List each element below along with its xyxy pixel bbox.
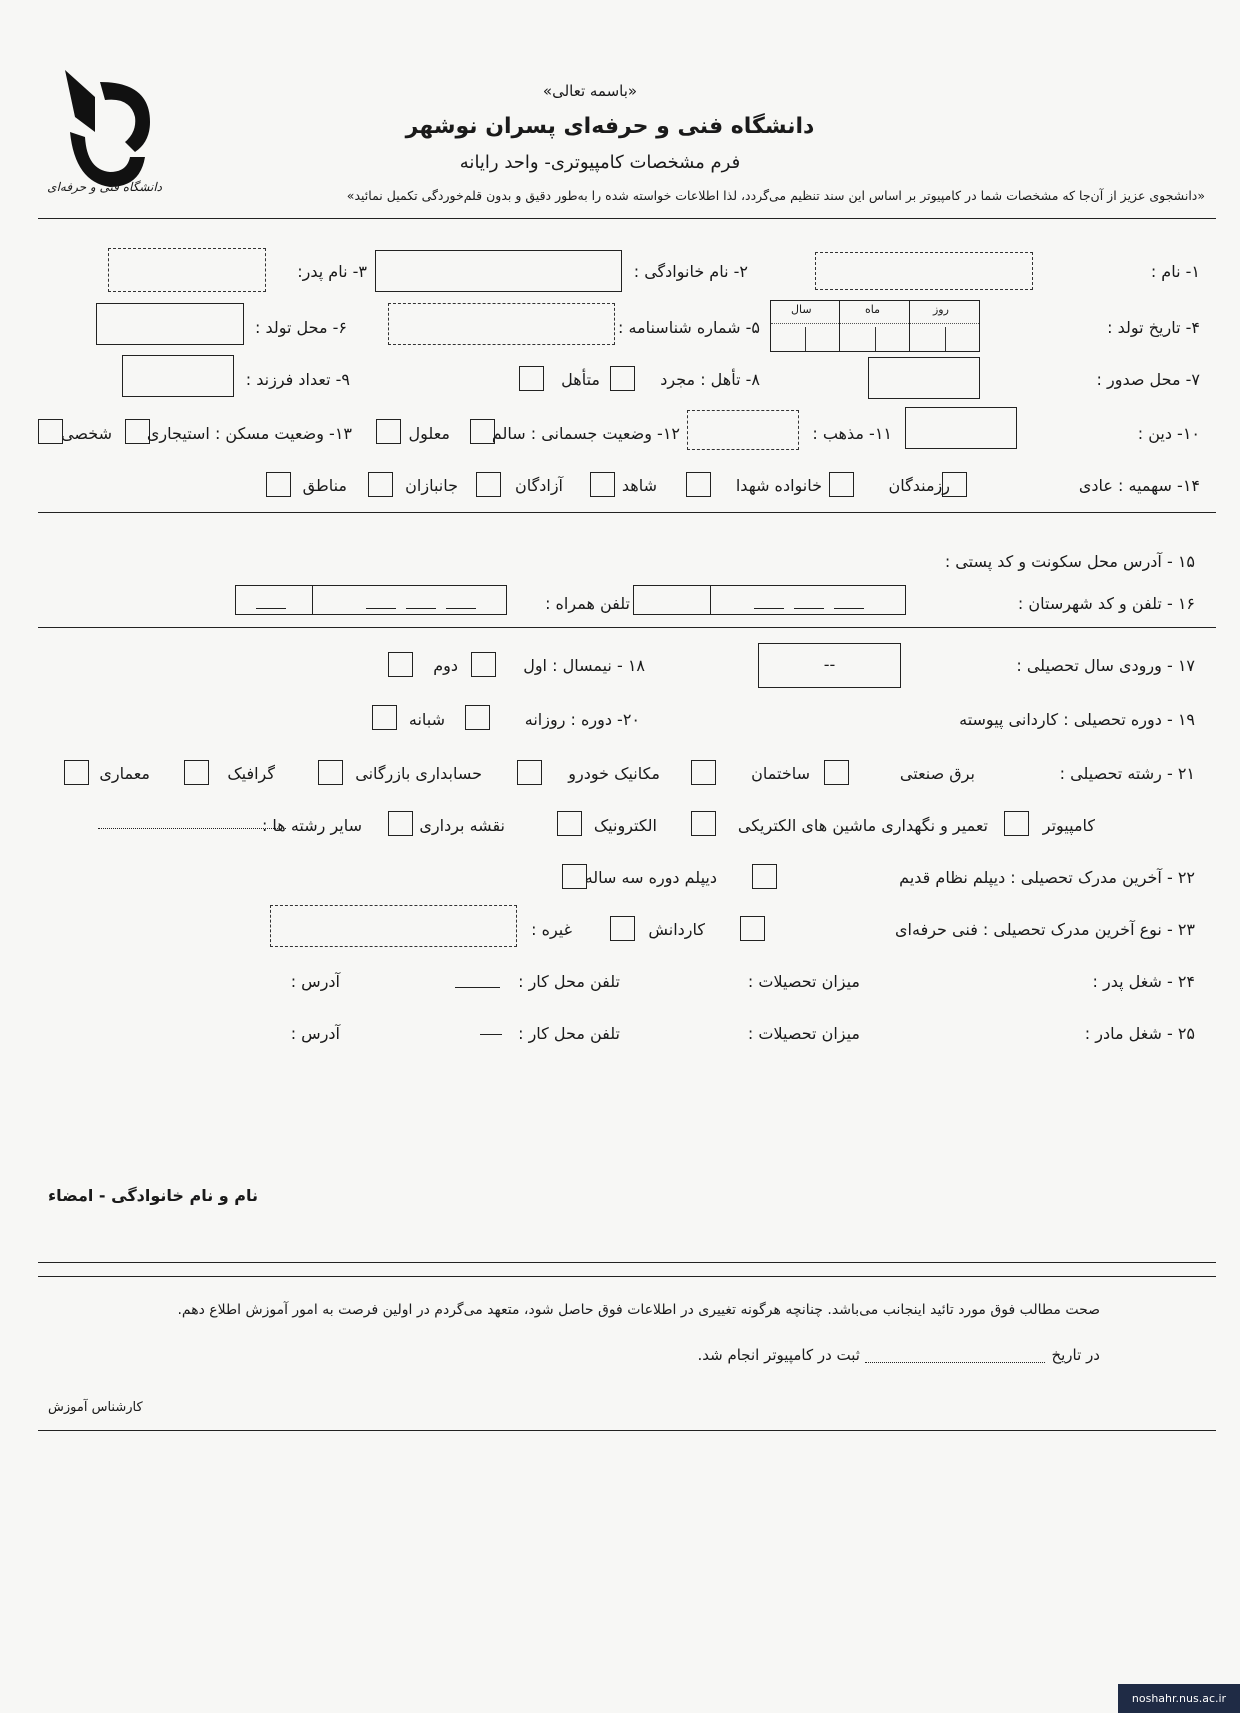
diploma-3year-label: دیپلم دوره سه ساله	[584, 868, 717, 887]
entry-year-value: --	[823, 655, 836, 674]
mobile-label: تلفن همراه :	[545, 594, 630, 613]
birth-date-field[interactable]	[770, 300, 980, 352]
disabled-checkbox[interactable]	[376, 419, 401, 444]
healthy-checkbox[interactable]	[470, 419, 495, 444]
invocation: «باسمه تعالی»	[542, 82, 638, 100]
quota-witness-label: شاهد	[621, 476, 657, 495]
semester-label: ۱۸ - نیمسال : اول	[523, 656, 645, 675]
major-accounting-label: حسابداری بازرگانی	[355, 764, 482, 783]
divider	[38, 627, 1216, 628]
address-label: ۱۵ - آدرس محل سکونت و کد پستی :	[944, 552, 1195, 571]
quota-veterans-checkbox[interactable]	[368, 472, 393, 497]
diploma-vocational-checkbox[interactable]	[740, 916, 765, 941]
mother-work-phone-label: تلفن محل کار :	[518, 1024, 620, 1043]
semester-first-checkbox[interactable]	[471, 652, 496, 677]
children-label: ۹- تعداد فرزند :	[245, 370, 350, 389]
id-number-field[interactable]	[388, 303, 615, 345]
mother-education-label: میزان تحصیلات :	[747, 1024, 860, 1043]
major-accounting-checkbox[interactable]	[318, 760, 343, 785]
shift-night-label: شبانه	[408, 710, 445, 729]
diploma-type-label: ۲۳ - نوع آخرین مدرک تحصیلی : فنی حرفه‌ای	[895, 920, 1195, 939]
divider	[38, 512, 1216, 513]
first-name-label: ۱- نام :	[1150, 262, 1200, 281]
degree-label: ۱۹ - دوره تحصیلی : کاردانی پیوسته	[959, 710, 1195, 729]
mother-address-label: آدرس :	[290, 1024, 340, 1043]
major-survey-checkbox[interactable]	[388, 811, 413, 836]
health-label: ۱۲- وضعیت جسمانی : سالم	[491, 424, 680, 443]
major-building-label: ساختمان	[751, 764, 810, 783]
father-address-label: آدرس :	[290, 972, 340, 991]
sect-label: ۱۱- مذهب :	[812, 424, 892, 443]
married-checkbox[interactable]	[519, 366, 544, 391]
father-education-label: میزان تحصیلات :	[747, 972, 860, 991]
entry-year-field[interactable]	[758, 643, 901, 688]
first-name-field[interactable]	[815, 252, 1033, 290]
university-title: دانشگاه فنی و حرفه‌ای پسران نوشهر	[405, 114, 815, 139]
site-url: noshahr.nus.ac.ir	[1131, 1692, 1227, 1705]
year-label: سال	[791, 303, 812, 316]
rented-checkbox[interactable]	[125, 419, 150, 444]
shift-label: ۲۰- دوره : روزانه	[524, 710, 640, 729]
semester-second-label: دوم	[433, 656, 458, 675]
major-architecture-checkbox[interactable]	[64, 760, 89, 785]
major-architecture-label: معماری	[99, 764, 150, 783]
major-computer-label: کامپیوتر	[1042, 816, 1095, 835]
id-number-label: ۵- شماره شناسنامه :	[617, 318, 760, 337]
divider	[38, 1276, 1216, 1277]
major-survey-label: نقشه برداری	[419, 816, 505, 835]
phone-label: ۱۶ - تلفن و کد شهرستان :	[1017, 594, 1195, 613]
quota-fighters-label: رزمندگان	[888, 476, 950, 495]
religion-field[interactable]	[905, 407, 1017, 449]
date-field[interactable]	[865, 1362, 1045, 1363]
month-label: ماه	[865, 303, 881, 316]
major-label: ۲۱ - رشته تحصیلی :	[1059, 764, 1195, 783]
officer-label: کارشناس آموزش	[48, 1400, 143, 1415]
religion-label: ۱۰- دین :	[1137, 424, 1200, 443]
quota-witness-checkbox[interactable]	[590, 472, 615, 497]
married-label: متأهل	[561, 370, 600, 389]
kardanesh-label: کاردانش	[648, 920, 705, 939]
major-auto-checkbox[interactable]	[517, 760, 542, 785]
major-computer-checkbox[interactable]	[1004, 811, 1029, 836]
quota-fighters-checkbox[interactable]	[829, 472, 854, 497]
last-diploma-label: ۲۲ - آخرین مدرک تحصیلی : دیپلم نظام قدیم	[899, 868, 1195, 887]
divider	[38, 1262, 1216, 1263]
semester-second-checkbox[interactable]	[388, 652, 413, 677]
personal-label: شخصی	[61, 424, 112, 443]
mobile-field[interactable]	[235, 585, 507, 615]
father-name-field[interactable]	[108, 248, 266, 292]
mother-work-phone-field[interactable]	[480, 1034, 502, 1035]
divider	[38, 218, 1216, 219]
marital-single-label: ۸- تأهل : مجرد	[660, 370, 760, 389]
major-machines-checkbox[interactable]	[691, 811, 716, 836]
major-graphic-label: گرافیک	[227, 764, 275, 783]
mother-job-label: ۲۵ - شغل مادر :	[1084, 1024, 1195, 1043]
father-work-phone-label: تلفن محل کار :	[518, 972, 620, 991]
major-electronic-checkbox[interactable]	[557, 811, 582, 836]
shift-day-checkbox[interactable]	[465, 705, 490, 730]
major-graphic-checkbox[interactable]	[184, 760, 209, 785]
major-electronic-label: الکترونیک	[593, 816, 657, 835]
quota-veterans-label: جانبازان	[405, 476, 458, 495]
kardanesh-checkbox[interactable]	[610, 916, 635, 941]
form-title: فرم مشخصات کامپیوتری- واحد رایانه	[459, 152, 741, 173]
housing-label: ۱۳- وضعیت مسکن : استیجاری	[146, 424, 352, 443]
quota-regions-label: مناطق	[302, 476, 347, 495]
major-power-checkbox[interactable]	[824, 760, 849, 785]
registered-label: ثبت در کامپیوتر انجام شد.	[697, 1346, 860, 1364]
father-name-label: ۳- نام پدر:	[297, 262, 367, 281]
quota-martyrs-label: خانواده شهدا	[735, 476, 822, 495]
shift-night-checkbox[interactable]	[372, 705, 397, 730]
other-type-label: غیره :	[531, 920, 572, 939]
entry-year-label: ۱۷ - ورودی سال تحصیلی :	[1016, 656, 1195, 675]
sect-field[interactable]	[687, 410, 799, 450]
phone-field[interactable]	[633, 585, 906, 615]
birth-place-field[interactable]	[96, 303, 244, 345]
children-field[interactable]	[122, 355, 234, 397]
last-name-label: ۲- نام خانوادگی :	[633, 262, 748, 281]
personal-checkbox[interactable]	[38, 419, 63, 444]
issue-place-field[interactable]	[868, 357, 980, 399]
major-other-label: سایر رشته ها :	[261, 816, 362, 835]
last-name-field[interactable]	[375, 250, 622, 292]
quota-freed-checkbox[interactable]	[476, 472, 501, 497]
diploma-old-checkbox[interactable]	[752, 864, 777, 889]
disabled-label: معلول	[408, 424, 450, 443]
major-power-label: برق صنعتی	[899, 764, 975, 783]
quota-label: ۱۴- سهمیه : عادی	[1078, 476, 1200, 495]
date-label: در تاریخ	[1051, 1346, 1100, 1364]
quota-freed-label: آزادگان	[515, 476, 563, 495]
birth-date-label: ۴- تاریخ تولد :	[1107, 318, 1200, 337]
major-machines-label: تعمیر و نگهداری ماشین های الکتریکی	[737, 816, 988, 835]
quota-regions-checkbox[interactable]	[266, 472, 291, 497]
major-other-field[interactable]	[98, 828, 286, 829]
day-label: روز	[933, 303, 949, 316]
quota-martyrs-checkbox[interactable]	[686, 472, 711, 497]
father-work-phone-field[interactable]	[455, 987, 500, 988]
divider	[38, 1430, 1216, 1431]
signature-label: نام و نام خانوادگی - امضاء	[48, 1186, 259, 1205]
issue-place-label: ۷- محل صدور :	[1096, 370, 1200, 389]
logo-caption: دانشگاه فنی و حرفه‌ای	[47, 180, 162, 194]
site-badge	[1118, 1684, 1240, 1713]
single-checkbox[interactable]	[610, 366, 635, 391]
major-auto-label: مکانیک خودرو	[568, 764, 660, 783]
birth-place-label: ۶- محل تولد :	[254, 318, 347, 337]
major-building-checkbox[interactable]	[691, 760, 716, 785]
diploma-3year-checkbox[interactable]	[562, 864, 587, 889]
notice-text: «دانشجوی عزیز از آن‌جا که مشخصات شما در کامپیوتر بر اساس این سند تنظیم می‌گردد، لذا اطلاعات خواسته شده را به‌طور دقیق و بدون قلم‌خوردگی تکمیل نمائید»	[346, 188, 1205, 203]
confirmation-text: صحت مطالب فوق مورد تائید اینجانب می‌باشد. چنانچه هرگونه تغییری در اطلاعات فوق حاصل شود، متعهد می‌گردم در اولین فرصت به امور آموزش اطلاع دهم.	[177, 1302, 1100, 1318]
other-type-field[interactable]	[270, 905, 517, 947]
father-job-label: ۲۴ - شغل پدر :	[1092, 972, 1195, 991]
